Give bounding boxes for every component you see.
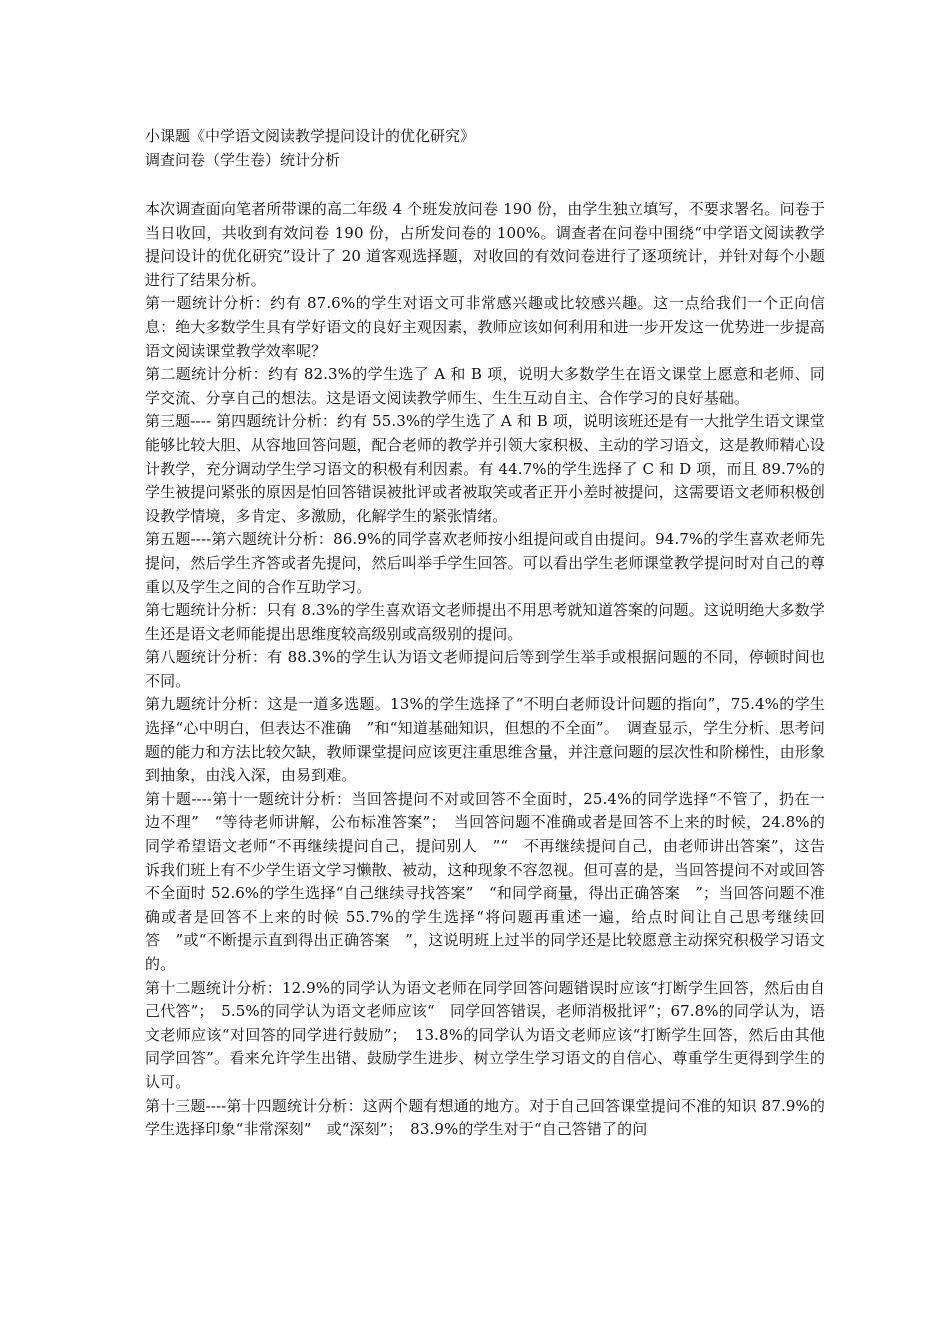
paragraph-q13-q14: 第十三题----第十四题统计分析：这两个题有想通的地方。对于自己回答课堂提问不准的知识 87.9%的学生选择印象“非常深刻” 或“深刻”； 83.9%的学生对于“自己答错了的问 [145,1096,825,1139]
document-subtitle: 调查问卷（学生卷）统计分析 [145,151,341,169]
paragraph-q5-q6: 第五题----第六题统计分析：86.9%的同学喜欢老师按小组提问或自由提问。94.7%的学生喜欢老师先提问，然后学生齐答或者先提问，然后叫举手学生回答。可以看出学生老师课堂教学提问时对自己的尊重以及学生之间的合作互助学习。 [145,530,825,596]
paragraph-q12: 第十二题统计分析：12.9%的同学认为语文老师在同学回答问题错误时应该“打断学生回答，然后由自己代答”； 5.5%的同学认为语文老师应该“ 同学回答错误，老师消极批评”；67.8%的同学认为，语文老师应该“对回答的同学进行鼓励”； 13.8%的同学认为语文老师应该“打断学生回答，然后由其他同学回答”。看来允许学生出错、鼓励学生进步、树立学生学习语文的自信心、尊重学生更得到学生的认可。 [145,978,825,1091]
title-spacer [145,172,825,198]
paragraph-q8: 第八题统计分析：有 88.3%的学生认为语文老师提问后等到学生举手或根据问题的不同，停顿时间也不同。 [145,648,825,690]
paragraph-q3-q4: 第三题---- 第四题统计分析：约有 55.3%的学生选了 A 和 B 项，说明该班还是有一大批学生语文课堂能够比较大胆、从容地回答问题，配合老师的教学并引领大家积极、主动的学习语文，这是教师精心设计教学，充分调动学生学习语文的积极有利因素。有 44.7%的学生选择了 C 和 D 项，而且 89.7%的学生被提问紧张的原因是怕回答错误被批评或者被取笑或者正开小差时被提问，这需要语文老师积极创设教学情境，多肯定、多激励，化解学生的紧张情绪。 [145,412,825,525]
paragraph-q9: 第九题统计分析：这是一道多选题。13%的学生选择了“不明白老师设计问题的指向”，75.4%的学生选择“心中明白，但表达不准确 ”和“知道基础知识，但想的不全面”。 调查显示，学生分析、思考问题的能力和方法比较欠缺，教师课堂提问应该更注重思维含量，并注意问题的层次性和阶梯性，由形象到抽象，由浅入深，由易到难。 [145,695,825,785]
paragraph-q7: 第七题统计分析：只有 8.3%的学生喜欢语文老师提出不用思考就知道答案的问题。这说明绝大多数学生还是语文老师能提出思维度较高级别或高级别的提问。 [145,601,825,643]
paragraph-q10-q11: 第十题----第十一题统计分析：当回答提问不对或回答不全面时，25.4%的同学选择“不管了，扔在一边不理” “等待老师讲解，公布标准答案”； 当回答问题不准确或者是回答不上来的时候，24.8%的同学希望语文老师“不再继续提问自己，提问别人 ”“ 不再继续提问自己，由老师讲出答案”，这告诉我们班上有不少学生语文学习懒散、被动，这种现象不容忽视。但可喜的是，当回答提问不对或回答不全面时 52.6%的学生选择“自己继续寻找答案” “和同学商量，得出正确答案 ”；当回答问题不准确或者是回答不上来的时候 55.7%的学生选择“将问题再重述一遍，给点时间让自己思考继续回答 ”或“不断提示直到得出正确答案 ”，这说明班上过半的同学还是比较愿意主动探究积极学习语文的。 [145,789,825,973]
paragraph-intro: 本次调查面向笔者所带课的高二年级 4 个班发放问卷 190 份，由学生独立填写，不要求署名。问卷于当日收回，共收到有效问卷 190 份，占所发问卷的 100%。调查者在问卷中围绕“中学语文阅读教学提问设计的优化研究”设计了 20 道客观选择题，对收回的有效问卷进行了逐项统计，并针对每个小题进行了结果分析。 [145,200,825,289]
paragraph-q1: 第一题统计分析：约有 87.6%的学生对语文可非常感兴趣或比较感兴趣。这一点给我们一个正向信息：绝大多数学生具有学好语文的良好主观因素，教师应该如何利用和进一步开发这一优势进一步提高语文阅读课堂教学效率呢？ [145,294,825,360]
paragraph-q2: 第二题统计分析：约有 82.3%的学生选了 A 和 B 项，说明大多数学生在语文课堂上愿意和老师、同学交流、分享自己的想法。这是语文阅读教学师生、生生互动自主、合作学习的良好基础。 [145,365,825,407]
document-page [145,124,825,1142]
document-title: 小课题《中学语文阅读教学提问设计的优化研究》 [145,127,476,145]
